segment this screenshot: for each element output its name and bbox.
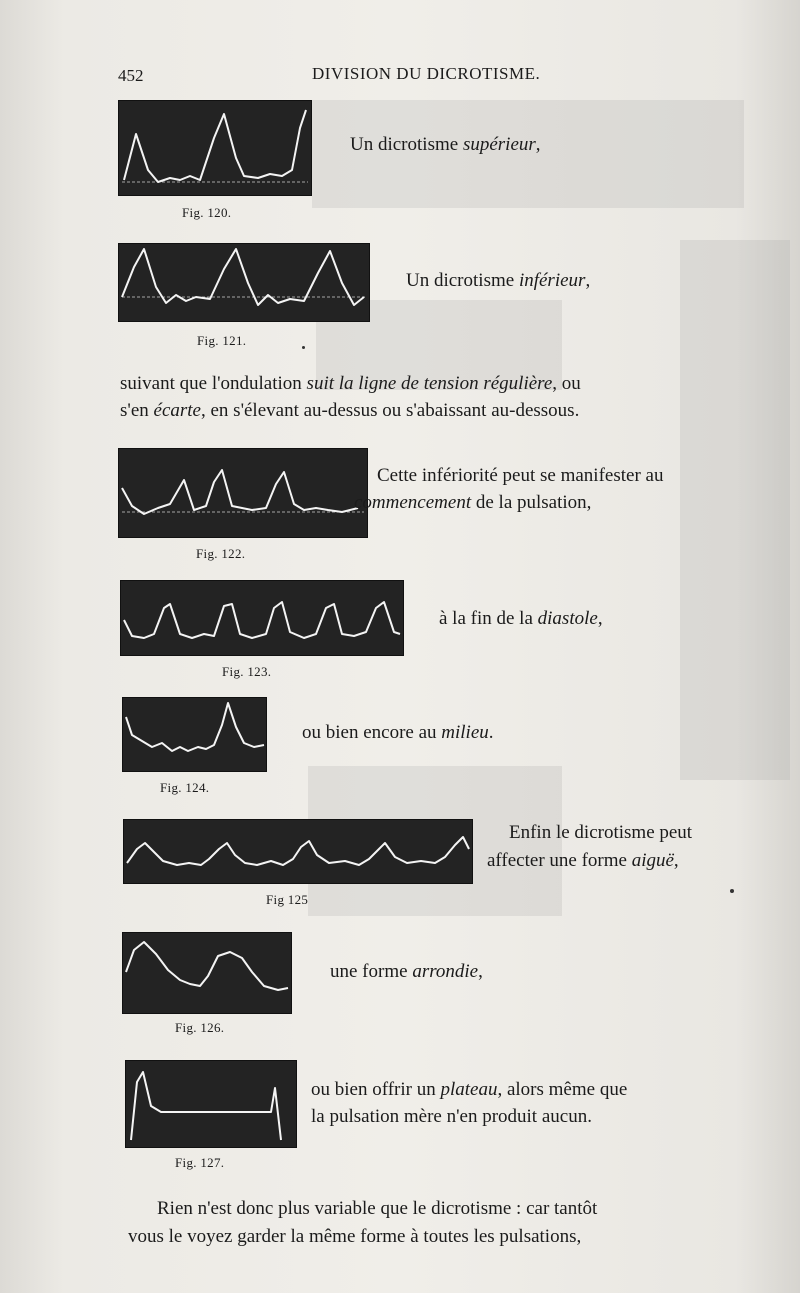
figure-121-tracing bbox=[118, 243, 370, 322]
figure-125-tracing bbox=[123, 819, 473, 884]
figure-caption: Fig. 123. bbox=[222, 664, 272, 679]
pulse-tracing-126 bbox=[122, 932, 292, 1014]
running-title: DIVISION DU DICROTISME. bbox=[312, 64, 541, 83]
bleed-through-block bbox=[680, 240, 790, 780]
figure-120-tracing bbox=[118, 100, 312, 196]
pulse-tracing-120 bbox=[118, 100, 312, 196]
figure-122-text-line2: commencement de la pulsation, bbox=[354, 492, 592, 513]
figure-120-text: Un dicrotisme supérieur, bbox=[350, 134, 541, 155]
figure-caption: Fig 125 bbox=[266, 892, 309, 907]
figure-124-text: ou bien encore au milieu. bbox=[302, 722, 494, 743]
figure-caption: Fig. 122. bbox=[196, 546, 246, 561]
speck bbox=[730, 889, 734, 893]
figure-122-text-line1: Cette infériorité peut se manifester au bbox=[377, 465, 664, 486]
figure-127-tracing bbox=[125, 1060, 297, 1148]
figure-126-text: une forme arrondie, bbox=[330, 961, 483, 982]
figure-127-text-line1: ou bien offrir un plateau, alors même que bbox=[311, 1079, 628, 1100]
figure-125-text-line1: Enfin le dicrotisme peut bbox=[509, 822, 693, 843]
pulse-tracing-122 bbox=[118, 448, 368, 538]
pulse-tracing-123 bbox=[120, 580, 404, 656]
pulse-tracing-124 bbox=[122, 697, 267, 772]
paragraph-line: Rien n'est donc plus variable que le dicrotisme : car tantôt bbox=[157, 1198, 598, 1219]
figure-125-text-line2: affecter une forme aiguë, bbox=[487, 850, 679, 871]
figure-123-tracing bbox=[120, 580, 404, 656]
paragraph-line: vous le voyez garder la même forme à toutes les pulsations, bbox=[128, 1226, 582, 1247]
figure-caption: Fig. 121. bbox=[197, 333, 247, 348]
pulse-tracing-125 bbox=[123, 819, 473, 884]
figure-caption: Fig. 124. bbox=[160, 780, 210, 795]
page-number: 452 bbox=[118, 66, 144, 85]
figure-caption: Fig. 127. bbox=[175, 1155, 225, 1170]
pulse-tracing-121 bbox=[118, 243, 370, 322]
pulse-tracing-127 bbox=[125, 1060, 297, 1148]
figure-123-text: à la fin de la diastole, bbox=[439, 608, 603, 629]
paragraph-line: suivant que l'ondulation suit la ligne de tension régulière, ou bbox=[120, 373, 581, 394]
figure-121-text: Un dicrotisme inférieur, bbox=[406, 270, 591, 291]
figure-caption: Fig. 120. bbox=[182, 205, 232, 220]
figure-caption: Fig. 126. bbox=[175, 1020, 225, 1035]
speck bbox=[302, 346, 305, 349]
figure-127-text-line2: la pulsation mère n'en produit aucun. bbox=[311, 1106, 592, 1127]
paragraph-line: s'en écarte, en s'élevant au-dessus ou s'abaissant au-dessous. bbox=[120, 400, 580, 421]
figure-126-tracing bbox=[122, 932, 292, 1014]
figure-124-tracing bbox=[122, 697, 267, 772]
figure-122-tracing bbox=[118, 448, 368, 538]
